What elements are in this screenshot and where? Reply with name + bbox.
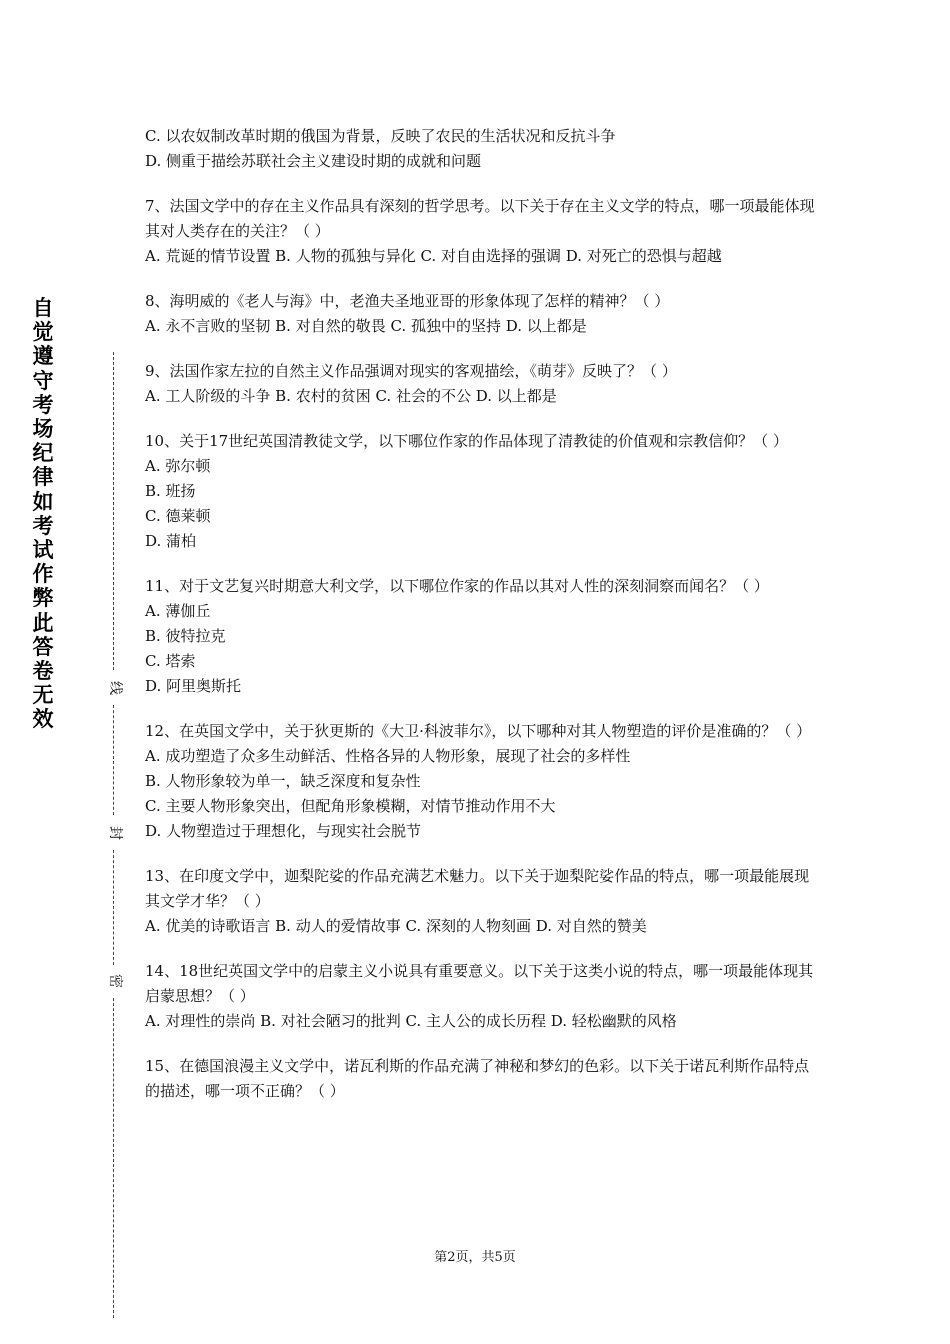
question-stem: 8、海明威的《老人与海》中，老渔夫圣地亚哥的形象体现了怎样的精神？（ ） [145,292,670,310]
option: A. 对理性的崇尚 B. 对社会陋习的批判 C. 主人公的成长历程 D. 轻松幽默的风格 [145,1012,677,1030]
question-8 [145,289,815,339]
binding-dashed-line [113,352,114,670]
option: A. 永不言败的坚韧 B. 对自然的敬畏 C. 孤独中的坚持 D. 以上都是 [145,317,587,335]
option: A. 工人阶级的斗争 B. 农村的贫困 C. 社会的不公 D. 以上都是 [145,387,557,405]
question-12 [145,719,815,844]
question-list [145,124,815,1124]
option: C. 塔索 [145,652,196,670]
binding-dashed-line [113,850,114,965]
seal-label-seal: 封 [107,826,123,840]
question-13 [145,864,815,939]
option: D. 侧重于描绘苏联社会主义建设时期的成就和问题 [145,152,482,170]
page-number: 第2页，共5页 [434,1250,516,1265]
question-stem: 13、在印度文学中，迦梨陀娑的作品充满艺术魅力。以下关于迦梨陀娑作品的特点，哪一项最能展现其文学才华？（ ） [145,867,810,910]
option: B. 人物形象较为单一，缺乏深度和复杂性 [145,772,421,790]
question-15 [145,1054,815,1104]
option: A. 优美的诗歌语言 B. 动人的爱情故事 C. 深刻的人物刻画 D. 对自然的赞美 [145,917,647,935]
question-6-continued [145,124,815,174]
option: A. 荒诞的情节设置 B. 人物的孤独与异化 C. 对自由选择的强调 D. 对死亡的恐惧与超越 [145,247,722,265]
question-11 [145,574,815,699]
question-10 [145,429,815,554]
question-14 [145,959,815,1034]
option: D. 人物塑造过于理想化，与现实社会脱节 [145,822,422,840]
binding-dashed-line [113,998,114,1318]
seal-label-line: 线 [107,681,123,695]
question-stem: 15、在德国浪漫主义文学中，诺瓦利斯的作品充满了神秘和梦幻的色彩。以下关于诺瓦利斯作品特点的描述，哪一项不正确？（ ） [145,1057,810,1100]
option: C. 主要人物形象突出，但配角形象模糊，对情节推动作用不大 [145,797,556,815]
option: A. 弥尔顿 [145,457,211,475]
exam-notice: 自觉遵守考场纪律如考试作弊此答卷无效 [32,296,54,732]
option: D. 阿里奥斯托 [145,677,242,695]
question-9 [145,359,815,409]
question-stem: 11、对于文艺复兴时期意大利文学，以下哪位作家的作品以其对人性的深刻洞察而闻名？（ ） [145,577,769,595]
seal-label-secret: 密 [107,974,123,988]
option: C. 德莱顿 [145,507,211,525]
option: A. 薄伽丘 [145,602,211,620]
option: B. 彼特拉克 [145,627,226,645]
option: B. 班扬 [145,482,196,500]
question-7 [145,194,815,269]
option: C. 以农奴制改革时期的俄国为背景，反映了农民的生活状况和反抗斗争 [145,127,616,145]
question-stem: 14、18世纪英国文学中的启蒙主义小说具有重要意义。以下关于这类小说的特点，哪一项最能体现其启蒙思想？（ ） [145,962,814,1005]
option: A. 成功塑造了众多生动鲜活、性格各异的人物形象，展现了社会的多样性 [145,747,631,765]
question-stem: 7、法国文学中的存在主义作品具有深刻的哲学思考。以下关于存在主义文学的特点，哪一项最能体现其对人类存在的关注？（ ） [145,197,815,240]
question-stem: 12、在英国文学中，关于狄更斯的《大卫·科波菲尔》，以下哪种对其人物塑造的评价是准确的？（ ） [145,722,812,740]
option: D. 蒲柏 [145,532,197,550]
question-stem: 9、法国作家左拉的自然主义作品强调对现实的客观描绘，《萌芽》反映了？（ ） [145,362,677,380]
question-stem: 10、关于17世纪英国清教徒文学，以下哪位作家的作品体现了清教徒的价值观和宗教信仰？（ ） [145,432,788,450]
binding-dashed-line [113,705,114,815]
